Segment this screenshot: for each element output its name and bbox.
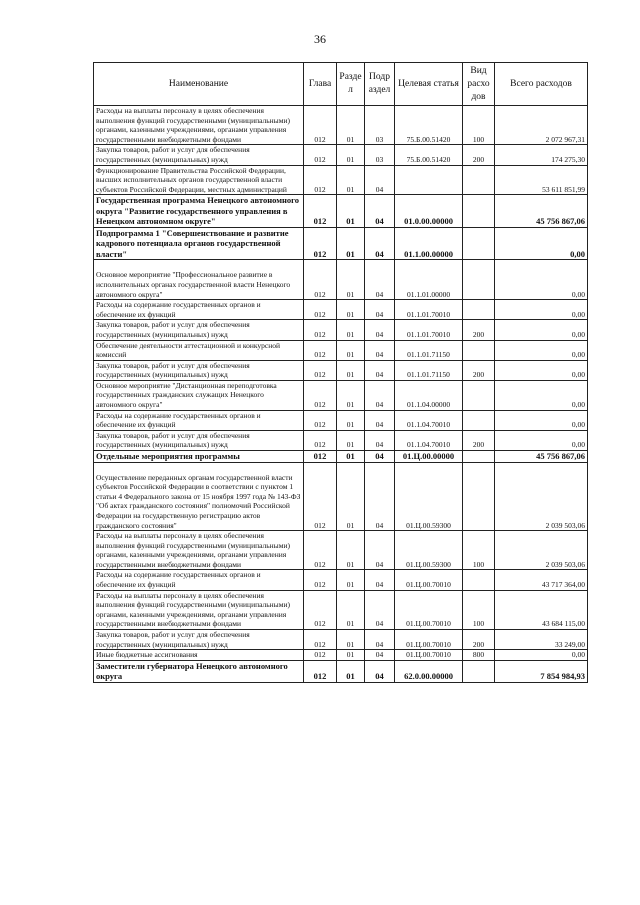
cell-total: 0,00 [495, 430, 588, 450]
table-row [94, 410, 588, 430]
table-row [94, 227, 588, 260]
cell-article: 01.1.01.70010 [395, 300, 463, 320]
cell-razdel: 01 [337, 165, 365, 195]
cell-article: 01.1.04.00000 [395, 380, 463, 410]
cell-glava: 012 [304, 660, 337, 682]
cell-vid [463, 340, 495, 360]
cell-razdel: 01 [337, 451, 365, 463]
header-glava: Глава [304, 63, 337, 106]
cell-total: 45 756 867,06 [495, 195, 588, 228]
cell-razdel: 01 [337, 531, 365, 570]
table-row [94, 570, 588, 590]
cell-total: 7 854 984,93 [495, 660, 588, 682]
cell-podrazdel: 04 [365, 227, 395, 260]
cell-name: Обеспечение деятельности аттестационной и конкурсной комиссий [94, 340, 304, 360]
cell-total: 33 249,00 [495, 630, 588, 650]
cell-glava: 012 [304, 106, 337, 145]
cell-podrazdel: 04 [365, 410, 395, 430]
table-row [94, 360, 588, 380]
cell-podrazdel: 03 [365, 106, 395, 145]
table-row [94, 195, 588, 228]
cell-glava: 012 [304, 590, 337, 629]
cell-razdel: 01 [337, 320, 365, 340]
cell-total: 43 717 364,00 [495, 570, 588, 590]
cell-razdel: 01 [337, 590, 365, 629]
header-podrazdel: Подр аздел [365, 63, 395, 106]
cell-article: 75.Б.00.51420 [395, 145, 463, 165]
table-header-row [94, 63, 588, 106]
cell-razdel: 01 [337, 380, 365, 410]
cell-podrazdel: 04 [365, 590, 395, 629]
cell-name: Закупка товаров, работ и услуг для обеспечения государственных (муниципальных) нужд [94, 145, 304, 165]
cell-name: Расходы на содержание государственных органов и обеспечение их функций [94, 410, 304, 430]
cell-razdel: 01 [337, 260, 365, 300]
page-number: 36 [314, 32, 326, 46]
cell-total: 174 275,30 [495, 145, 588, 165]
table-row [94, 630, 588, 650]
cell-name: Расходы на содержание государственных органов и обеспечение их функций [94, 300, 304, 320]
cell-glava: 012 [304, 227, 337, 260]
cell-name: Закупка товаров, работ и услуг для обеспечения государственных (муниципальных) нужд [94, 430, 304, 450]
cell-vid [463, 227, 495, 260]
table-row [94, 300, 588, 320]
cell-total: 0,00 [495, 260, 588, 300]
cell-total: 53 611 851,99 [495, 165, 588, 195]
cell-podrazdel: 04 [365, 260, 395, 300]
cell-podrazdel: 04 [365, 340, 395, 360]
table-body [94, 106, 588, 683]
cell-name: Осуществление переданных органам государственной власти субъектов Российской Федерации в соответствии с пунктом 1 статьи 4 Федерального закона от 15 ноября 1997 года № 143-ФЗ "Об актах гражданского состояния" полномочий Российской Федерации на государственную регистрацию актов гражданского состояния" [94, 462, 304, 531]
cell-total: 0,00 [495, 380, 588, 410]
cell-name: Функционирование Правительства Российской Федерации, высших исполнительных органов государственной власти субъектов Российской Федерации, местных администраций [94, 165, 304, 195]
table-row [94, 320, 588, 340]
cell-razdel: 01 [337, 630, 365, 650]
cell-vid [463, 660, 495, 682]
cell-podrazdel: 04 [365, 462, 395, 531]
cell-glava: 012 [304, 260, 337, 300]
cell-podrazdel: 04 [365, 451, 395, 463]
cell-total: 0,00 [495, 650, 588, 661]
cell-glava: 012 [304, 410, 337, 430]
cell-vid [463, 462, 495, 531]
cell-name: Основное мероприятие "Профессиональное развитие в исполнительных органах государственной власти Ненецкого автономного округа" [94, 260, 304, 300]
cell-glava: 012 [304, 650, 337, 661]
table-row [94, 650, 588, 661]
cell-glava: 012 [304, 531, 337, 570]
cell-article: 01.Ц.00.59300 [395, 531, 463, 570]
cell-vid: 100 [463, 590, 495, 629]
cell-article: 01.Ц.00.70010 [395, 570, 463, 590]
cell-podrazdel: 04 [365, 650, 395, 661]
cell-vid [463, 300, 495, 320]
cell-razdel: 01 [337, 145, 365, 165]
cell-name: Расходы на выплаты персоналу в целях обеспечения выполнения функций государственными (муниципальными) органами, казенными учреждениями, органами управления государственными внебюджетными фондами [94, 531, 304, 570]
cell-article: 01.1.01.71150 [395, 340, 463, 360]
cell-glava: 012 [304, 300, 337, 320]
cell-vid: 200 [463, 145, 495, 165]
header-vid: Вид расхо дов [463, 63, 495, 106]
cell-podrazdel: 04 [365, 430, 395, 450]
cell-razdel: 01 [337, 227, 365, 260]
cell-name: Расходы на выплаты персоналу в целях обеспечения выполнения функций государственными (муниципальными) органами, казенными учреждениями, органами управления государственными внебюджетными фондами [94, 590, 304, 629]
cell-podrazdel: 04 [365, 380, 395, 410]
cell-total: 2 039 503,06 [495, 531, 588, 570]
table-row [94, 462, 588, 531]
cell-vid: 100 [463, 531, 495, 570]
table-row [94, 430, 588, 450]
cell-vid: 200 [463, 320, 495, 340]
table-row [94, 106, 588, 145]
cell-name: Подпрограмма 1 "Совершенствование и развитие кадрового потенциала органов государственной власти" [94, 227, 304, 260]
cell-glava: 012 [304, 630, 337, 650]
table-row [94, 531, 588, 570]
cell-vid [463, 165, 495, 195]
cell-vid [463, 451, 495, 463]
table-row [94, 165, 588, 195]
cell-glava: 012 [304, 451, 337, 463]
cell-razdel: 01 [337, 660, 365, 682]
cell-razdel: 01 [337, 340, 365, 360]
cell-razdel: 01 [337, 650, 365, 661]
table-row [94, 660, 588, 682]
table-row [94, 451, 588, 463]
cell-podrazdel: 04 [365, 570, 395, 590]
cell-article: 01.0.00.00000 [395, 195, 463, 228]
cell-name: Закупка товаров, работ и услуг для обеспечения государственных (муниципальных) нужд [94, 320, 304, 340]
table-row [94, 380, 588, 410]
cell-total: 43 684 115,00 [495, 590, 588, 629]
cell-article: 62.0.00.00000 [395, 660, 463, 682]
cell-article: 01.Ц.00.00000 [395, 451, 463, 463]
cell-vid: 100 [463, 106, 495, 145]
cell-razdel: 01 [337, 300, 365, 320]
cell-total: 2 039 503,06 [495, 462, 588, 531]
cell-name: Закупка товаров, работ и услуг для обеспечения государственных (муниципальных) нужд [94, 630, 304, 650]
table-row [94, 340, 588, 360]
cell-podrazdel: 04 [365, 360, 395, 380]
cell-article: 01.1.04.70010 [395, 430, 463, 450]
cell-article: 01.Ц.00.70010 [395, 590, 463, 629]
cell-glava: 012 [304, 570, 337, 590]
cell-razdel: 01 [337, 462, 365, 531]
cell-article: 01.1.00.00000 [395, 227, 463, 260]
cell-podrazdel: 04 [365, 630, 395, 650]
cell-name: Расходы на содержание государственных органов и обеспечение их функций [94, 570, 304, 590]
table-row [94, 145, 588, 165]
cell-podrazdel: 04 [365, 660, 395, 682]
cell-total: 0,00 [495, 320, 588, 340]
cell-vid: 200 [463, 430, 495, 450]
cell-vid: 200 [463, 630, 495, 650]
cell-podrazdel: 04 [365, 300, 395, 320]
cell-podrazdel: 04 [365, 531, 395, 570]
budget-table [93, 62, 588, 683]
cell-name: Иные бюджетные ассигнования [94, 650, 304, 661]
header-article: Целевая статья [395, 63, 463, 106]
table-row [94, 590, 588, 629]
cell-razdel: 01 [337, 360, 365, 380]
cell-total: 0,00 [495, 410, 588, 430]
cell-razdel: 01 [337, 106, 365, 145]
cell-podrazdel: 03 [365, 145, 395, 165]
cell-razdel: 01 [337, 570, 365, 590]
cell-article: 75.Б.00.51420 [395, 106, 463, 145]
cell-podrazdel: 04 [365, 320, 395, 340]
cell-article: 01.1.01.71150 [395, 360, 463, 380]
cell-glava: 012 [304, 145, 337, 165]
header-razdel: Разде л [337, 63, 365, 106]
cell-name: Государственная программа Ненецкого автономного округа "Развитие государственного управления в Ненецком автономном округе" [94, 195, 304, 228]
cell-total: 45 756 867,06 [495, 451, 588, 463]
cell-vid [463, 195, 495, 228]
cell-name: Расходы на выплаты персоналу в целях обеспечения выполнения функций государственными (муниципальными) органами, казенными учреждениями, органами управления государственными внебюджетными фондами [94, 106, 304, 145]
cell-glava: 012 [304, 380, 337, 410]
cell-total: 0,00 [495, 227, 588, 260]
cell-razdel: 01 [337, 430, 365, 450]
cell-total: 0,00 [495, 340, 588, 360]
cell-glava: 012 [304, 430, 337, 450]
cell-glava: 012 [304, 462, 337, 531]
cell-glava: 012 [304, 195, 337, 228]
cell-total: 0,00 [495, 300, 588, 320]
cell-name: Заместители губернатора Ненецкого автономного округа [94, 660, 304, 682]
cell-glava: 012 [304, 360, 337, 380]
cell-podrazdel: 04 [365, 195, 395, 228]
cell-name: Отдельные мероприятия программы [94, 451, 304, 463]
cell-article: 01.1.01.70010 [395, 320, 463, 340]
cell-podrazdel: 04 [365, 165, 395, 195]
header-name: Наименование [94, 63, 304, 106]
cell-article: 01.Ц.00.59300 [395, 462, 463, 531]
cell-glava: 012 [304, 320, 337, 340]
cell-article: 01.Ц.00.70010 [395, 630, 463, 650]
table-row [94, 260, 588, 300]
cell-vid [463, 410, 495, 430]
cell-vid [463, 380, 495, 410]
cell-name: Закупка товаров, работ и услуг для обеспечения государственных (муниципальных) нужд [94, 360, 304, 380]
cell-vid: 200 [463, 360, 495, 380]
cell-vid: 800 [463, 650, 495, 661]
cell-glava: 012 [304, 165, 337, 195]
cell-total: 0,00 [495, 360, 588, 380]
cell-article [395, 165, 463, 195]
cell-article: 01.1.04.70010 [395, 410, 463, 430]
cell-name: Основное мероприятие "Дистанционная переподготовка государственных гражданских служащих Ненецкого автономного округа" [94, 380, 304, 410]
cell-razdel: 01 [337, 195, 365, 228]
header-total: Всего расходов [495, 63, 588, 106]
cell-vid [463, 570, 495, 590]
cell-total: 2 072 967,31 [495, 106, 588, 145]
cell-article: 01.Ц.00.70010 [395, 650, 463, 661]
cell-article: 01.1.01.00000 [395, 260, 463, 300]
cell-vid [463, 260, 495, 300]
cell-glava: 012 [304, 340, 337, 360]
cell-razdel: 01 [337, 410, 365, 430]
